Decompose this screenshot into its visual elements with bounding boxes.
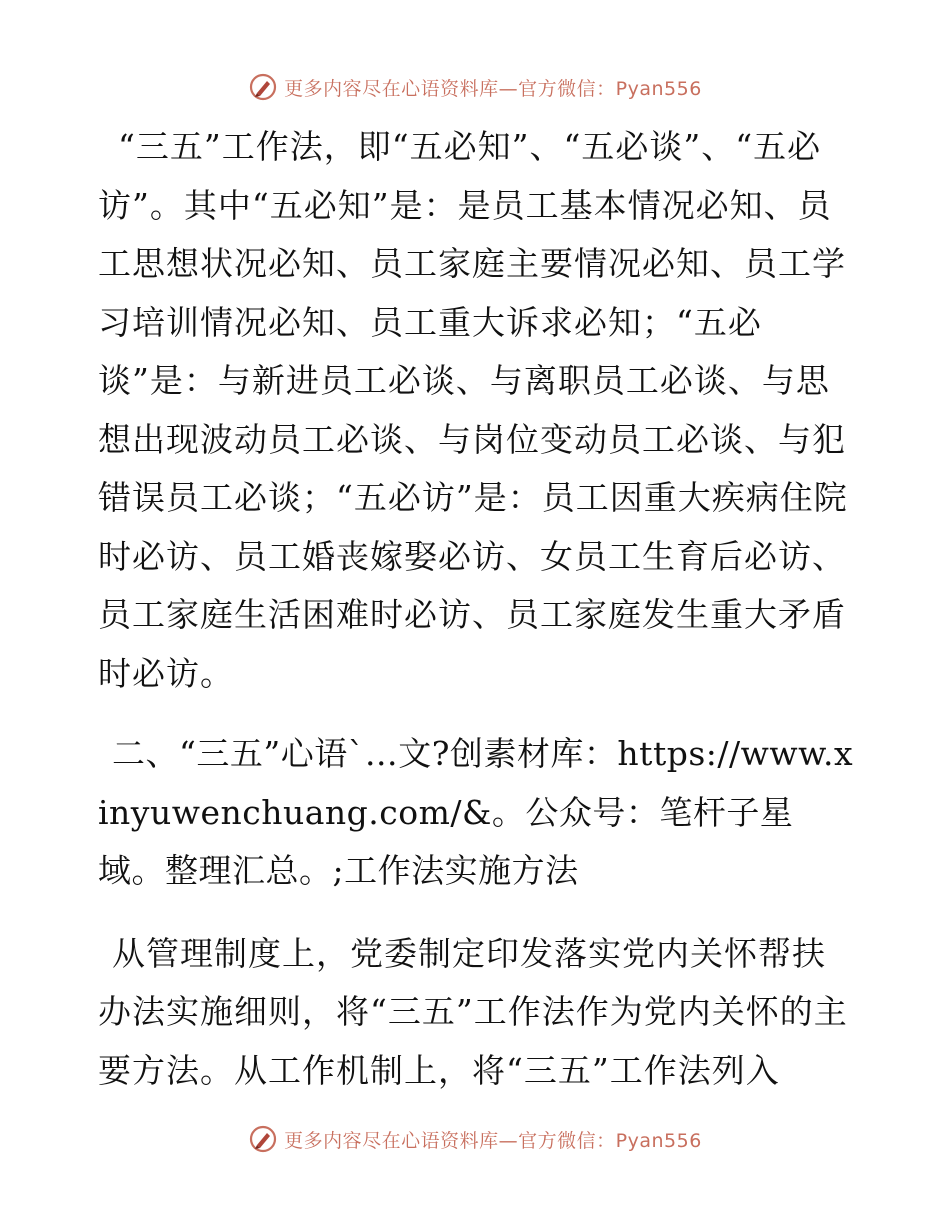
pen-logo-icon bbox=[248, 72, 278, 102]
watermark-text: 更多内容尽在心语资料库—官方微信：Pyan556 bbox=[284, 1129, 702, 1152]
pen-logo-icon bbox=[248, 1124, 278, 1154]
watermark-text: 更多内容尽在心语资料库—官方微信：Pyan556 bbox=[284, 77, 702, 100]
document-body bbox=[98, 118, 858, 1100]
paragraph-sanwu-definition: “三五”工作法，即“五必知”、“五必谈”、“五必访”。其中“五必知”是：是员工基本情况必知、员工思想状况必知、员工家庭主要情况必知、员工学习培训情况必知、员工重大诉求必知；“五必谈”是：与新进员工必谈、与离职员工必谈、与思想出现波动员工必谈、与岗位变动员工必谈、与犯错误员工必谈；“五必访”是：员工因重大疾病住院时必访、员工婚丧嫁娶必访、女员工生育后必访、员工家庭生活困难时必访、员工家庭发生重大矛盾时必访。 bbox=[98, 127, 848, 693]
header-watermark bbox=[0, 72, 950, 102]
paragraph-implementation: 从管理制度上，党委制定印发落实党内关怀帮扶办法实施细则，将“三五”工作法作为党内关怀的主要方法。从工作机制上，将“三五”工作法列入 bbox=[98, 933, 848, 1090]
paragraph-section-heading: 二、“三五”心语`…文?创素材库：https://www.xinyuwenchuang.com/&。公众号：笔杆子星域。整理汇总。;工作法实施方法 bbox=[98, 734, 854, 890]
footer-watermark bbox=[0, 1124, 950, 1154]
